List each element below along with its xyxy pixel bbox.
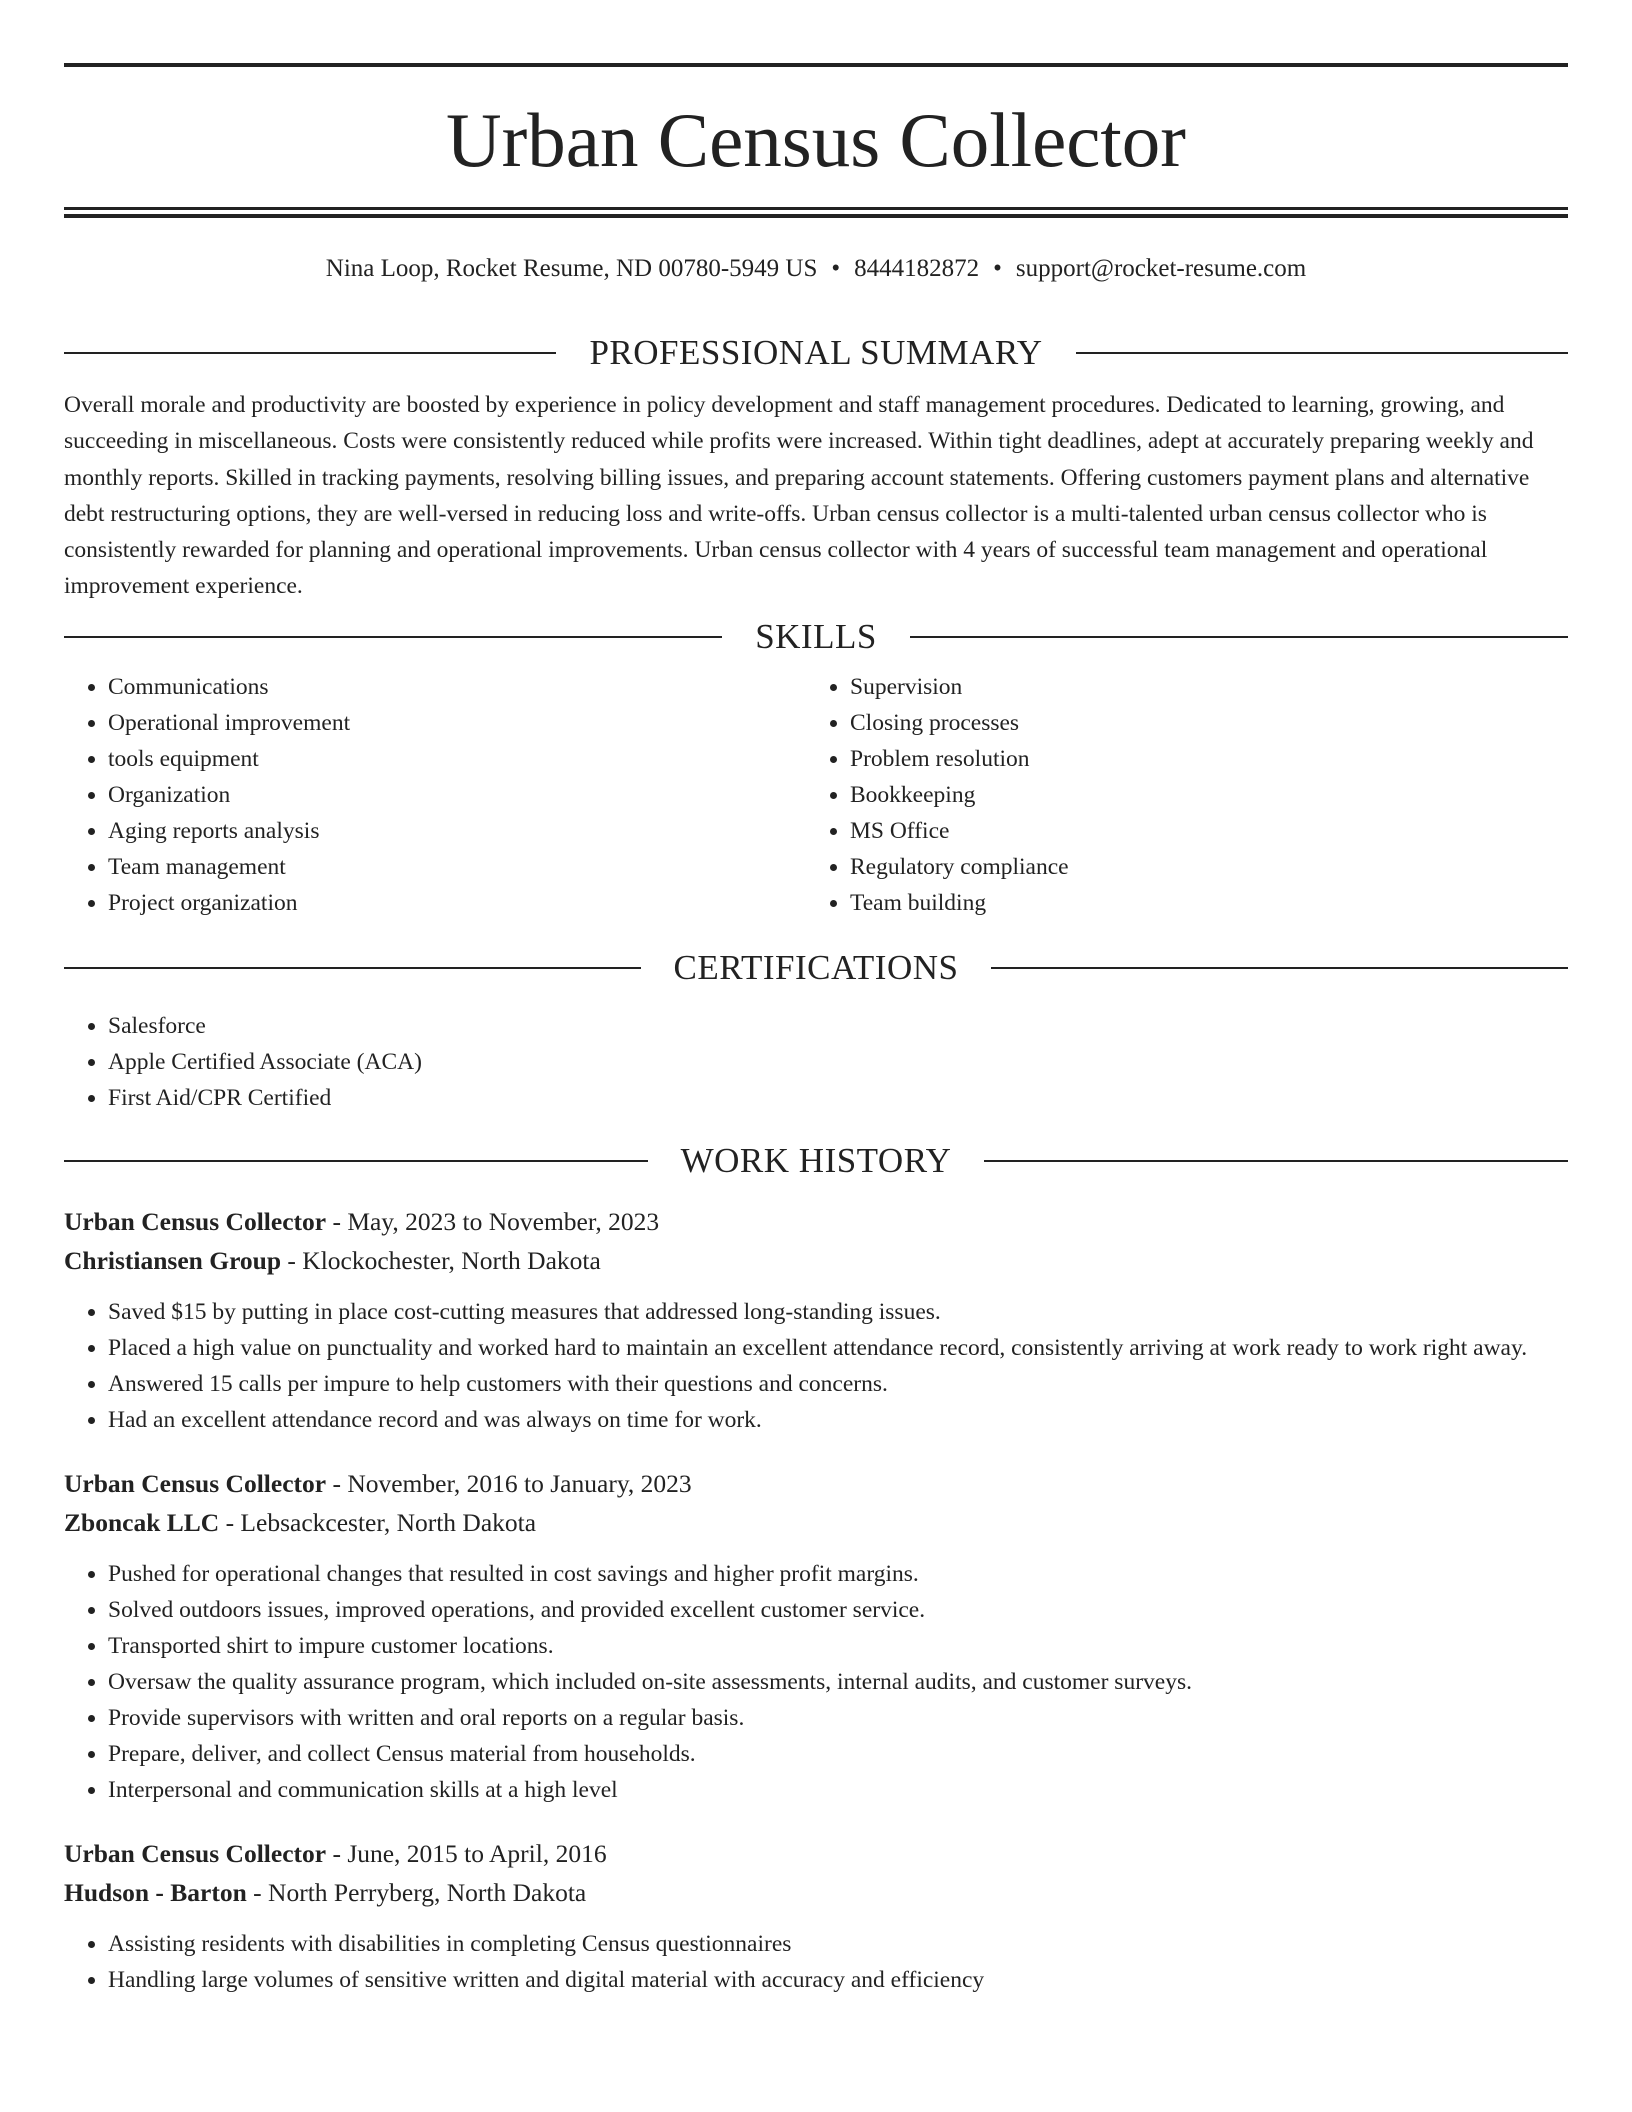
job-dates: - May, 2023 to November, 2023 (326, 1206, 660, 1236)
job-title-line (64, 1202, 1568, 1241)
job-entry (64, 1834, 1568, 1998)
contact-phone: 8444182872 (854, 255, 980, 282)
job-bullet: • Placed a high value on punctuality and worked hard to maintain an excellent attendance record, consistently arriving at work ready to work right away. (108, 1330, 1568, 1366)
job-location: - Klockochester, North Dakota (281, 1245, 601, 1275)
summary-heading-text: PROFESSIONAL SUMMARY (589, 333, 1043, 372)
job-company-line (64, 1503, 1568, 1542)
job-bullet: • Answered 15 calls per impure to help customers with their questions and concerns. (108, 1366, 1568, 1402)
job-bullet: • Provide supervisors with written and oral reports on a regular basis. (108, 1700, 1568, 1736)
job-location: - North Perryberg, North Dakota (246, 1877, 587, 1907)
skill-item: • Closing processes (850, 705, 1548, 741)
job-dates: - November, 2016 to January, 2023 (326, 1468, 692, 1498)
work-history-heading-text: WORK HISTORY (680, 1140, 952, 1180)
certification-item: • Salesforce (108, 1008, 1568, 1044)
job-company: Hudson - Barton (64, 1877, 247, 1907)
contact-email: support@rocket-resume.com (1015, 255, 1307, 282)
certification-item: • First Aid/CPR Certified (108, 1080, 1568, 1116)
job-bullets (64, 1556, 1568, 1808)
job-bullet: • Assisting residents with disabilities in completing Census questionnaires (108, 1926, 1568, 1962)
contact-separator: • (993, 255, 1002, 282)
job-bullet: • Prepare, deliver, and collect Census material from households. (108, 1736, 1568, 1772)
job-title: Urban Census Collector (64, 1838, 327, 1868)
skills-right-list (806, 669, 1548, 921)
summary-text: Overall morale and productivity are boosted by experience in policy development and staff management procedures. Dedicated to learning, growing, and succeeding in miscellaneous. Costs were consistently reduced while profits were increased. Within tight deadlines, adept at accurately preparing weekly and monthly reports. Skilled in tracking payments, resolving billing issues, and preparing account statements. Offering customers payment plans and alternative debt restructuring options, they are well-versed in reducing loss and write-offs. Urban census collector is a multi-talented urban census collector who is consistently rewarded for planning and operational improvements. Urban census collector with 4 years of successful team management and operational improvement experience. (64, 392, 1534, 600)
skill-item: • Problem resolution (850, 741, 1548, 777)
job-bullet: • Interpersonal and communication skills at a high level (108, 1772, 1568, 1808)
job-title: Urban Census Collector (64, 1468, 327, 1498)
job-bullet: • Handling large volumes of sensitive written and digital material with accuracy and efficiency (108, 1962, 1568, 1998)
skill-item: • tools equipment (108, 741, 806, 777)
heading-rule (64, 352, 556, 354)
job-title-line (64, 1834, 1568, 1873)
work-history-heading (64, 1141, 1568, 1181)
job-company: Zboncak LLC (64, 1507, 220, 1537)
skill-item: • Aging reports analysis (108, 813, 806, 849)
skill-item: • Operational improvement (108, 705, 806, 741)
job-bullets (64, 1294, 1568, 1438)
job-bullet: • Oversaw the quality assurance program, which included on-site assessments, internal audits, and customer surveys. (108, 1664, 1568, 1700)
skill-item: • Supervision (850, 669, 1548, 705)
heading-rule (64, 1160, 648, 1162)
certification-item: • Apple Certified Associate (ACA) (108, 1044, 1568, 1080)
header-top-rule (64, 63, 1568, 67)
skills-column-right (806, 669, 1548, 921)
job-bullet: • Pushed for operational changes that resulted in cost savings and higher profit margins. (108, 1556, 1568, 1592)
certifications-heading (64, 948, 1568, 988)
certifications-list (64, 1008, 1568, 1116)
contact-address: Nina Loop, Rocket Resume, ND 00780-5949 US (325, 255, 818, 282)
job-title-line (64, 1464, 1568, 1503)
skill-item: • Team management (108, 849, 806, 885)
job-title: Urban Census Collector (64, 1206, 327, 1236)
skill-item: • Organization (108, 777, 806, 813)
heading-rule (64, 636, 722, 638)
job-entry (64, 1464, 1568, 1808)
skills-column-left (64, 669, 806, 921)
skills-list (64, 669, 1568, 921)
heading-rule (1076, 352, 1568, 354)
job-bullets (64, 1926, 1568, 1998)
heading-rule (984, 1160, 1568, 1162)
contact-separator: • (831, 255, 841, 282)
skill-item: • MS Office (850, 813, 1548, 849)
heading-rule (910, 636, 1568, 638)
skill-item: • Regulatory compliance (850, 849, 1548, 885)
job-company: Christiansen Group (64, 1245, 282, 1275)
job-dates: - June, 2015 to April, 2016 (326, 1838, 607, 1868)
heading-rule (64, 967, 641, 969)
job-company-line (64, 1873, 1568, 1912)
skills-left-list (64, 669, 806, 921)
skill-item: • Bookkeeping (850, 777, 1548, 813)
contact-line (64, 254, 1568, 284)
certifications-heading-text: CERTIFICATIONS (673, 947, 959, 987)
job-bullet: • Had an excellent attendance record and was always on time for work. (108, 1402, 1568, 1438)
summary-heading (64, 333, 1568, 373)
skills-heading-text: SKILLS (755, 616, 877, 656)
job-entry (64, 1202, 1568, 1438)
job-bullet: • Transported shirt to impure customer locations. (108, 1628, 1568, 1664)
skills-heading (64, 617, 1568, 657)
skill-item: • Project organization (108, 885, 806, 921)
job-bullet: • Saved $15 by putting in place cost-cutting measures that addressed long-standing issues. (108, 1294, 1568, 1330)
skill-item: • Communications (108, 669, 806, 705)
job-company-line (64, 1241, 1568, 1280)
job-bullet: • Solved outdoors issues, improved operations, and provided excellent customer service. (108, 1592, 1568, 1628)
heading-rule (991, 967, 1568, 969)
job-location: - Lebsackcester, North Dakota (219, 1507, 537, 1537)
resume-name: Urban Census Collector (446, 97, 1186, 183)
skill-item: • Team building (850, 885, 1548, 921)
header-double-rule (64, 207, 1568, 218)
